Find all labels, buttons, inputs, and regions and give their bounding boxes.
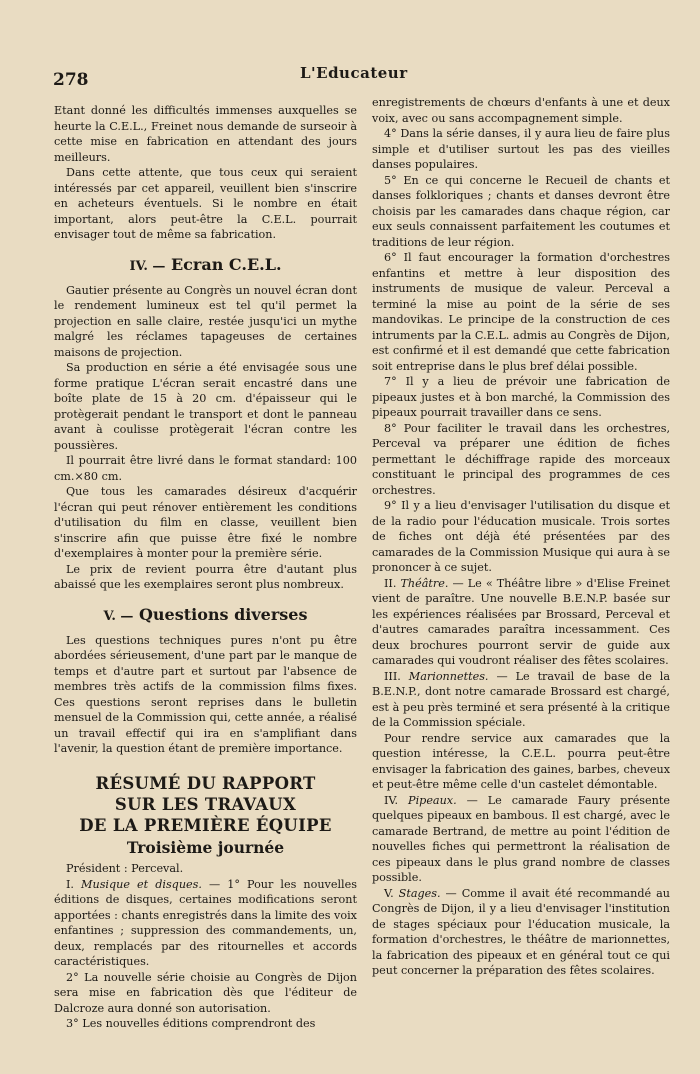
section-number: V. —: [103, 608, 134, 624]
paragraph: 2° La nouvelle série choisie au Congrès de Dijon sera mise en fabrication dès que l'éditeur de Dalcroze aura donné son autorisation.: [54, 970, 357, 1015]
section-title: Questions diverses: [138, 604, 308, 624]
paragraph: Les questions techniques pures n'ont pu être abordées sérieusement, d'une part par le manque de temps et d'autre part et surtout par l'absence de membres très actifs de la commission films fixes. Ces questions seront reprises dans le bulletin mensuel de la Commission qui, cette année, a réalisé un travail effectif qui ira en s'amplifiant dans l'avenir, la question étant de première importance.: [54, 633, 357, 755]
paragraph-marionnettes: [372, 669, 670, 731]
paragraph-text: — Le « Théâtre libre » d'Elise Freinet vient de paraître. Une nouvelle B.E.N.P. basée sur les expériences réalisées par Brossard, Perceval et d'autres camarades paraîtra incessamment. Ces deux brochures pourront servir de guide aux camarades qui voudront réaliser des fêtes scolaires.: [372, 576, 671, 667]
paragraph-text: — Le camarade Faury présente quelques pipeaux en bambous. Il est chargé, avec le camarade Bertrand, de mettre au point l'édition de nouvelles fiches qui permettront la réalisation de ces pipeaux dans le plus grand nombre de classes possible.: [372, 793, 670, 884]
paragraph: 8° Pour faciliter le travail dans les orchestres, Perceval va préparer une édition de fiches permettant le déchiffrage rapide des morceaux constituant le principal des programmes de ces orchestres.: [372, 421, 670, 497]
section-label: Musique et disques.: [81, 877, 202, 891]
paragraph: Dans cette attente, que tous ceux qui seraient intéressés par cet appareil, veuillent bien s'inscrire en acheteurs éventuels. Si le nombre en était important, alors peut-être la C.E.L. pourrait envisager tout de même sa fabrication.: [54, 166, 357, 241]
paragraph: 6° Il faut encourager la formation d'orchestres enfantins et mettre à leur disposition des instruments de musique de valeur. Perceval a terminé la mise au point de la série de ses mandovikas. Le principe de la construction de ces intruments par la C.E.L. admis au Congrès de Dijon, est confirmé et il est demandé que cette fabrication soit entreprise dans le plus bref délai possible.: [372, 251, 670, 373]
paragraph: enregistrements de chœurs d'enfants à une et deux voix, avec ou sans accompagnement simple.: [372, 96, 670, 125]
paragraph-pipeaux: [372, 793, 670, 886]
section-title: Ecran C.E.L.: [170, 254, 282, 274]
paragraph: Etant donné les difficultés immenses auxquelles se heurte la C.E.L., Freinet nous demande de surseoir à cette mise en fabrication en attendant des jours meilleurs.: [54, 104, 357, 164]
paragraph: Pour rendre service aux camarades que la question intéresse, la C.E.L. pourra peut-être envisager la fabrication des gaines, barbes, cheveux et peut-être même celle d'un castelet démontable.: [372, 731, 670, 791]
section-label: Pipeaux.: [408, 793, 457, 807]
section-number: IV. —: [129, 258, 166, 274]
report-title-line: RÉSUMÉ DU RAPPORT: [95, 773, 316, 793]
paragraph: 9° Il y a lieu d'envisager l'utilisation du disque et de la radio pour l'éducation musicale. Trois sortes de fiches ont déjà été présentées par des camarades de la Commission Musique qui aura à se prononcer à ce sujet.: [372, 499, 670, 574]
section-label: Théâtre.: [400, 576, 449, 590]
section-number: II.: [384, 576, 401, 590]
paragraph: Gautier présente au Congrès un nouvel écran dont le rendement lumineux est tel qu'il permet la projection en salle claire, restée jusqu'ici un mythe malgré les réclames tapageuses de certaines maisons de projection.: [54, 283, 357, 359]
paragraph-musique: [54, 877, 357, 970]
paragraph-text: — 1° Pour les nouvelles éditions de disques, certaines modifications seront apportées : chants enregistrés dans la limite des voix enfantines ; suppression des commandements, un, deux, remplacés par des ritournelles et accords caractéristiques.: [54, 877, 357, 968]
president-line: Président : Perceval.: [66, 862, 184, 875]
paragraph: Sa production en série a été envisagée sous une forme pratique L'écran serait encastré dans une boîte plate de 15 à 20 cm. d'épaisseur qui le protègerait pendant le transport et dont le panneau avant à coulisse protègerait l'écran contre les poussières.: [54, 361, 357, 452]
paragraph: 4° Dans la série danses, il y aura lieu de faire plus simple et d'utiliser surtout les pas des vieilles danses populaires.: [372, 127, 670, 171]
right-column: [372, 95, 670, 979]
paragraph: Il pourrait être livré dans le format standard: 100 cm.×80 cm.: [54, 454, 357, 483]
report-title: [54, 773, 357, 836]
paragraph: 5° En ce qui concerne le Recueil de chants et danses folkloriques ; chants et danses devront être choisis par les camarades dans chaque région, car eux seuls connaissent parfaitement les coutumes et traditions de leur région.: [372, 173, 670, 249]
paragraph: Que tous les camarades désireux d'acquérir l'écran qui peut rénover entièrement les conditions d'utilisation du film en classe, veuillent bien s'inscrire afin que puisse être fixé le nombre d'exemplaires à monter pour la première série.: [54, 485, 357, 560]
report-title-line: SUR LES TRAVAUX: [114, 794, 297, 814]
section-label: Marionnettes.: [408, 669, 489, 683]
paragraph: Le prix de revient pourra être d'autant plus abaissé que les exemplaires seront plus nombreux.: [54, 562, 357, 591]
paragraph-stages: [372, 886, 670, 979]
left-column: [54, 103, 357, 1032]
section-number: III.: [384, 669, 409, 683]
paragraph: 3° Les nouvelles éditions comprendront des: [66, 1017, 316, 1030]
paragraph-theatre: [372, 576, 670, 669]
section-number: I.: [66, 877, 82, 891]
paragraph-text: — Comme il avait été recommandé au Congrès de Dijon, il y a lieu d'envisager l'institution de stages spéciaux pour l'éducation musicale, la formation d'orchestres, le théâtre de marionnettes, la fabrication des pipeaux et en général tout ce qui peut concerner la préparation des fêtes scolaires.: [372, 886, 671, 977]
report-subtitle: Troisième journée: [126, 837, 285, 857]
section-number: IV.: [384, 793, 409, 807]
section-number: V.: [384, 886, 399, 900]
section-label: Stages.: [398, 886, 441, 900]
report-title-line: DE LA PREMIÈRE ÉQUIPE: [79, 815, 332, 835]
section-heading-ecran: [54, 255, 357, 277]
page-number: 278: [53, 70, 89, 90]
paragraph: 7° Il y a lieu de prévoir une fabrication de pipeaux justes et à bon marché, la Commission des pipeaux pourrait travailler dans ce sens.: [372, 375, 670, 419]
paragraph-text: — Le travail de base de la B.E.N.P., dont notre camarade Brossard est chargé, est à peu près terminé et sera présenté à la critique de la Commission spéciale.: [372, 669, 671, 729]
running-title: L'Educateur: [300, 64, 408, 82]
section-heading-questions: [54, 605, 357, 627]
